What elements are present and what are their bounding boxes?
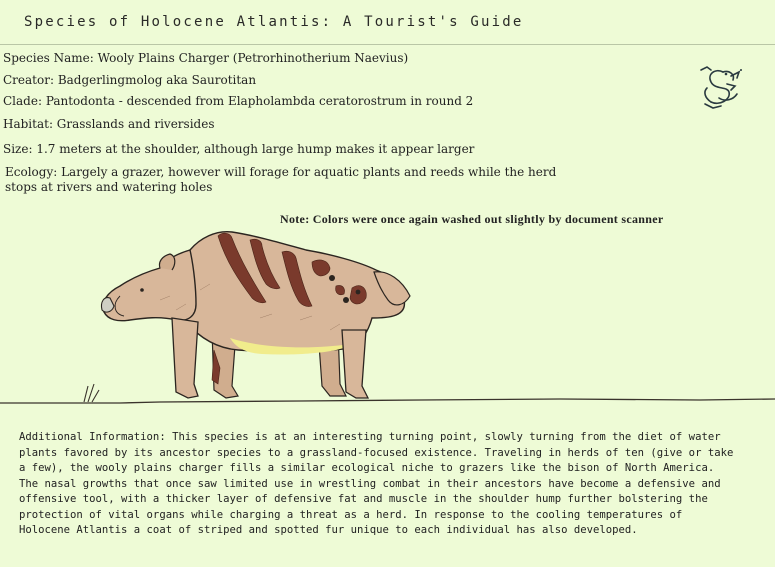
clade: Clade: Pantodonta - descended from Elapholambda ceratorostrum in round 2	[3, 94, 474, 108]
size: Size: 1.7 meters at the shoulder, although large hump makes it appear larger	[3, 142, 475, 156]
header-bar	[0, 0, 775, 45]
additional-information: Additional Information: This species is at an interesting turning point, slowly turning from the diet of water plants favored by its ancestor species to a grassland-focused existence. Traveling in herds of ten (give or take a few), the wooly plains charger fills a similar ecological niche to grazers like the bison of North America. The nasal growths that once saw limited use in wrestling combat in their ancestors have become a defensive and offensive tool, with a thicker layer of defensive fat and muscle in the shoulder hump further bolstering the protection of vital organs while charging a threat as a herd. In response to the cooling temperatures of Holocene Atlantis a coat of striped and spotted fur unique to each individual has also developed.	[19, 431, 734, 536]
habitat: Habitat: Grasslands and riversides	[3, 117, 215, 131]
grass-tuft	[84, 384, 99, 402]
scanner-note: Note: Colors were once again washed out slightly by document scanner	[280, 212, 664, 226]
ecology: Ecology: Largely a grazer, however will forage for aquatic plants and reeds while the herd stops at rivers and watering holes	[5, 165, 557, 194]
head	[103, 250, 196, 321]
wooly-plains-charger-illustration	[0, 225, 775, 415]
ground-line	[0, 399, 775, 403]
rear-leg-near	[342, 330, 368, 398]
species-name: Species Name: Wooly Plains Charger (Petrorhinotherium Naevius)	[3, 51, 409, 65]
dragon-emblem-icon	[693, 62, 749, 112]
page-title: Species of Holocene Atlantis: A Tourist's Guide	[24, 14, 524, 30]
creator: Creator: Badgerlingmolog aka Saurotitan	[3, 73, 257, 87]
front-leg-near	[172, 318, 198, 398]
ear	[159, 254, 174, 270]
eye	[140, 288, 144, 292]
